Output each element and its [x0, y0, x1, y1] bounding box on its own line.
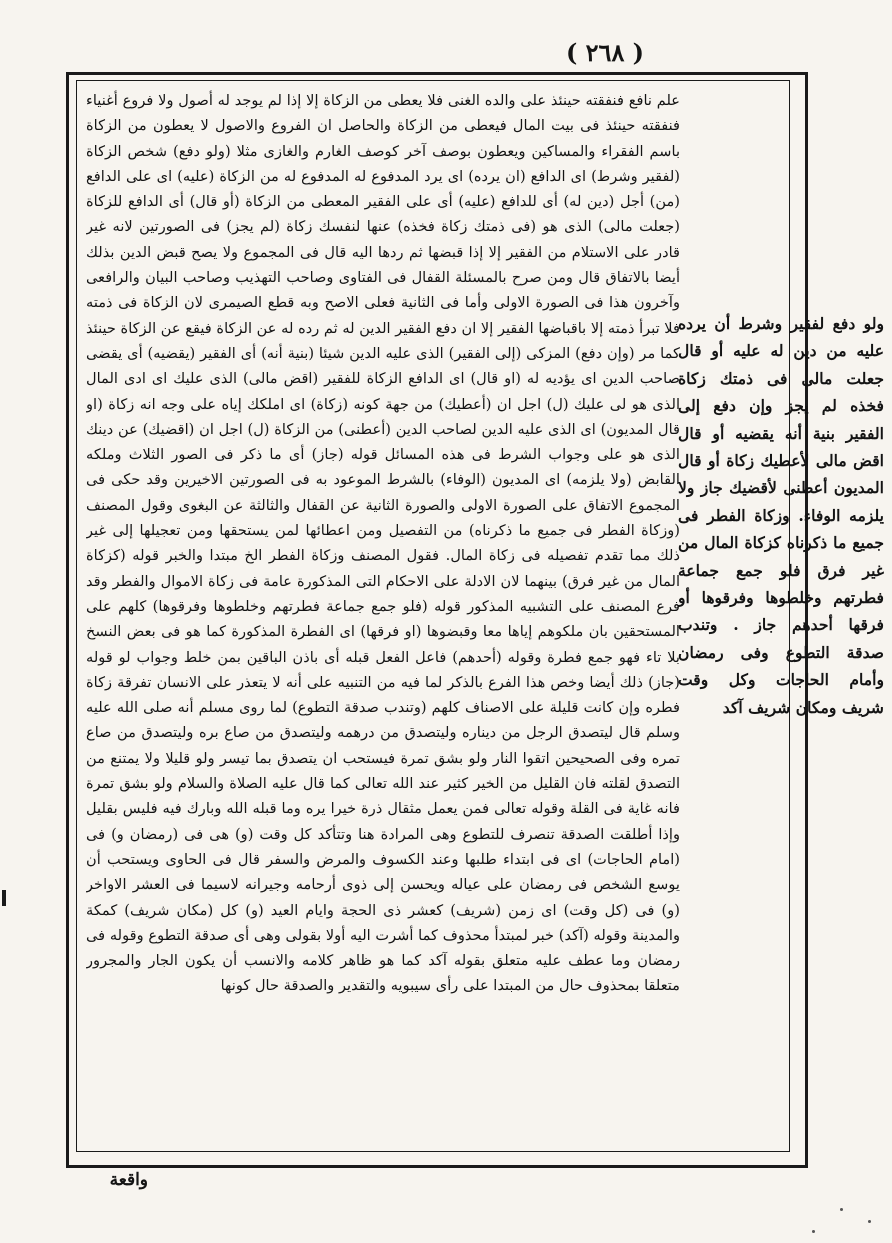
page-edge-mark — [2, 890, 6, 906]
scan-speck — [812, 1230, 815, 1233]
page-number: ( ٢٦٨ ) — [565, 38, 645, 67]
scan-speck — [840, 1208, 843, 1211]
scan-speck — [868, 1220, 871, 1223]
commentary-paragraph: علم نافع فنفقته حينئذ على والده الغنى فلا يعطى من الزكاة إلا إذا لم يوجد له أصول ولا فروع أغنياء فنفقته حينئذ فى بيت المال فيعطى من الزكاة والحاصل ان الفروع والاصول لا يعطون من الزكاة باسم الفقراء والمساكين ويعطون بوصف آخر كوصف الغارم والغازى مثلا (ولو دفع) شخص الزكاة (لفقير وشرط) اى الدافع (ان يرده) اى يرد المدفوع له المدفوع له من الزكاة (عليه) اى على الدافع (من) أجل (دين له) أى للدافع (عليه) أى على الفقير المعطى من الزكاة (أو قال) أى الدافع للزكاة (جعلت مالى) الذى هو (فى ذمتك زكاة فخذه) عنها لنفسك زكاة (لم يجز) فى الصورتين لانه غير قادر على الاستلام من الفقير إلا إذا قبضها ثم ردها اليه قال فى المجموع ولا يصح قبض الدين بذلك أيضا بالاتفاق قال ومن صرح بالمسئلة القفال فى الفتاوى وصاحب التهذيب وصاحب البيان والرافعى وآخرون هذا فى الصورة الاولى وأما فى الثانية فعلى الاصح وبه قطع الصيمرى لان الزكاة فى ذمته فلا تبرأ ذمته إلا باقباضها الفقير إلا ان دفع الفقير الدين له ثم رده له عن الزكاة فيقع عن الزكاة حينئذ كما مر (وإن دفع) المزكى (إلى الفقير) الذى عليه الدين شيئا (بنية أنه) أى الفقير (يقضيه) أى يقضى صاحب الدين اى يؤديه له (او قال) اى الدافع الزكاة للفقير (اقض مالى) الذى عليك اى ادى المال الذى هو لى عليك (ل) اجل ان (أعطيك) من جهة كونه (زكاة) اى املكك إياه على وجه انه زكاة (او قال المديون) اى الذى عليه الدين لصاحب الدين (أعطنى) من الزكاة (ل) اجل ان (اقضيك) عن دينك الذى هو على وجواب الشرط فى هذه المسائل قوله (جاز) أى ما ذكر فى الصور الثلاث وملكه القابض (ولا يلزمه) اى المديون (الوفاء) بالشرط الموعود به فى الصورتين الاخيرين وقد حكى فى المجموع الاتفاق على الصورة الاولى والصورة الثانية عن القفال والثالثة عن البغوى وقول المصنف (وزكاة الفطر فى جميع ما ذكرناه) من التفصيل ومن اعطائها لمن يستحقها ومن تعجيلها إلى غير ذلك مما تقدم تفصيله فى زكاة المال. فقول المصنف وزكاة الفطر الخ مبتدا والخبر قوله (كزكاة المال من غير فرق) بينهما لان الادلة على الاحكام التى المذكورة عامة فى زكاة الاموال والفطر وقد فرع المصنف على التشبيه المذكور قوله (فلو جمع جماعة فطرتهم وخلطوها وفرقوها) كلهم على المستحقين بان ملكوهم إياها معا وقبضوها (او فرقها) اى الفطرة المذكورة كما هو فى بعض النسخ بلا تاء فهو جمع فطرة وقوله (أحدهم) فاعل الفعل قبله أى باذن الباقين بمن خلط وجواب لو قوله (جاز) ذلك أيضا وخص هذا الفرع بالذكر لما فيه من التنبيه على أنه لا يتعذر على الانسان تفرقة زكاة فطره وإن كانت قليلة على الاصناف كلهم (وتندب صدقة التطوع) لما روى مسلم أنه صلى الله عليه وسلم قال ليتصدق الرجل من ديناره وليتصدق من درهمه وليتصدق من صاع بره وليتصدق من صاع تمره وفى الصحيحين اتقوا النار ولو بشق تمرة فيستحب ان يتصدق بما تيسر ولو قليلا ولا يمتنع من التصدق لقلته فان القليل من الخير كثير عند الله تعالى كما قال عليه الصلاة والسلام ولو بشق تمرة فانه غاية فى القلة وقوله تعالى فمن يعمل مثقال ذرة خيرا يره وما قبله الله وبارك فيه فليس بقليل وإذا أطلقت الصدقة تنصرف للتطوع وهى المرادة هنا وتتأكد كل وقت (و) هى فى (رمضان و) فى (امام الحاجات) اى فى ابتداء طلبها وعند الكسوف والمرض والسفر قال فى الحاوى ويستحب أن يوسع الشخص فى رمضان على عياله ويحسن إلى ذوى أرحامه وجيرانه لاسيما فى العشر الاواخر (و) فى (كل وقت) اى زمن (شريف) كعشر ذى الحجة وايام العيد (و) كل (مكان شريف) كمكة والمدينة وقوله (آكد) خبر لمبتدأ محذوف كما أشرت اليه أولا بقولى وهى أى صدقة التطوع وقوله فى رمضان وما عطف عليه متعلق بقوله آكد كما هو ظاهر كلامه والانسب أن يكون الجار والمجرور متعلقا بمحذوف حال من المبتدا على رأى سيبويه والتقدير والصدقة حال كونها — [86, 92, 680, 995]
matn-margin-text-block — [678, 310, 884, 900]
commentary-text-block — [86, 88, 680, 1144]
matn-paragraph: ولو دفع لفقير وشرط أن يرده عليه من دين له عليه أو قال جعلت مالى فى ذمتك زكاة فخذه لم يجز وإن دفع إلى الفقير بنية أنه يقضيه أو قال اقض مالى لأعطيك زكاة أو قال المديون أعطنى لأقضيك جاز ولا يلزمه الوفاء. وزكاة الفطر فى جميع ما ذكرناه كزكاة المال من غير فرق فلو جمع جماعة فطرتهم وخلطوها وفرقوها أو فرقها أحدهم جاز . وتندب صدقة التطوع وفى رمضان وأمام الحاجات وكل وقت شريف ومكان شريف آكد — [678, 314, 884, 717]
catchword: واقعة — [109, 1170, 148, 1190]
